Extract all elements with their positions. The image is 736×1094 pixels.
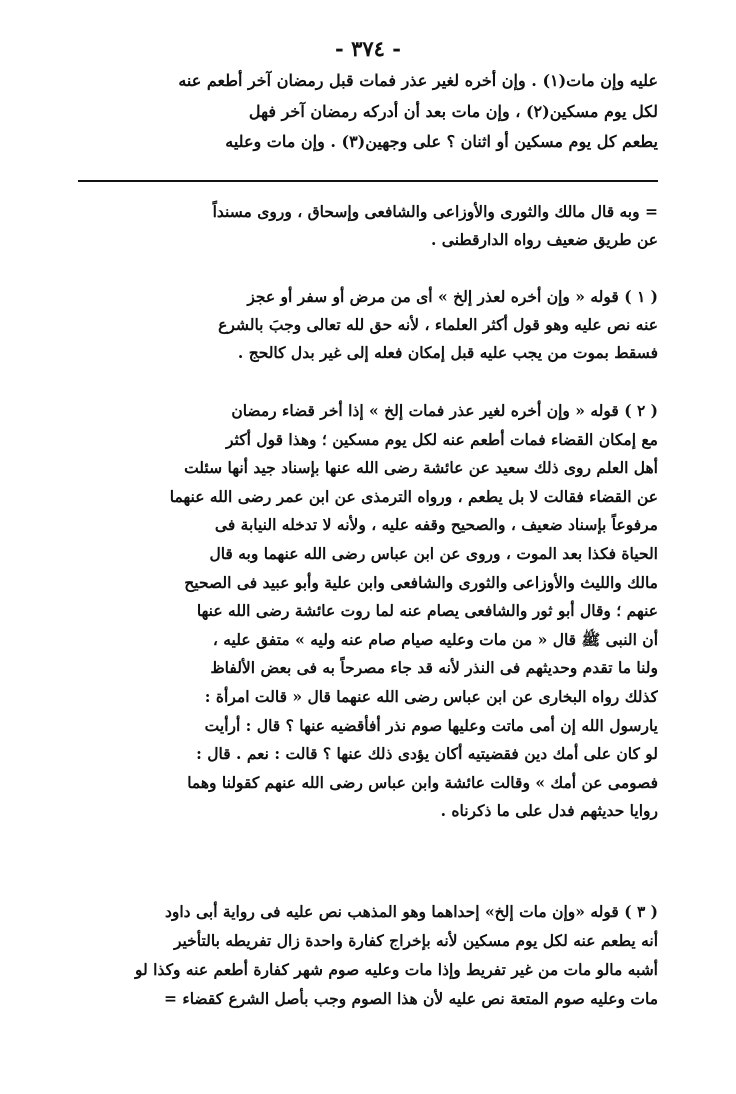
footnote-line: لو كان على أمك دين فقضيتيه أكان يؤدى ذلك عنها ؟ قالت : نعم . قال : [196, 744, 658, 764]
footnote-line: كذلك رواه البخارى عن ابن عباس رضى الله عنهما قال « قالت امرأة : [204, 686, 658, 706]
main-text-line: يطعم كل يوم مسكين أو اثنان ؟ على وجهين(٣) . وإن مات وعليه [225, 132, 658, 151]
footnote-line: عنه نص عليه وهو قول أكثر العلماء ، لأنه حق لله تعالى وجبَ بالشرع [218, 315, 658, 334]
footnote-line: أن النبى ﷺ قال « من مات وعليه صيام صام عنه وليه » متفق عليه ، [212, 629, 658, 649]
footnote-line: ولنا ما تقدم وحديثهم فى النذر لأنه قد جاء مصرحاً به فى بعض الألفاظ [210, 658, 658, 678]
footnote-line: أنه يطعم عنه لكل يوم مسكين لأنه بإخراج كفارة واحدة زال تفريطه بالتأخير [173, 931, 658, 950]
main-text-line: عليه وإن مات(١) . وإن أخره لغير عذر فمات قبل رمضان آخر أطعم عنه [178, 71, 658, 90]
footnote-line: مالك والليث والأوزاعى والثورى والشافعى وابن علية وأبو عبيد فى الصحيح [184, 572, 658, 592]
page-number: - ٣٧٤ - [335, 36, 401, 61]
footnote-line: ( ١ ) قوله « وإن أخره لعذر إلخ » أى من مرض أو سفر أو عجز [247, 287, 658, 306]
footnote-line: = وبه قال مالك والثورى والأوزاعى والشافعى وإسحاق ، وروى مسنداً [212, 202, 658, 221]
footnote-line: أشبه مالو مات من غير تفريط وإذا مات وعليه صوم شهر كفارة أطعم عنه وكذا لو [135, 960, 658, 979]
footnote-line: أهل العلم روى ذلك سعيد عن عائشة رضى الله عنها بإسناد جيد أنها سئلت [184, 458, 658, 478]
footnote-line: عن القضاء فقالت لا بل يطعم ، ورواه الترمذى عن ابن عمر رضى الله عنهما [169, 486, 658, 506]
footnote-line: يارسول الله إن أمى ماتت وعليها صوم نذر أفأقضيه عنها ؟ قال : أرأيت [204, 715, 658, 735]
footnote-line: ( ٣ ) قوله «وإن مات إلخ» إحداهما وهو المذهب نص عليه فى رواية أبى داود [164, 902, 658, 921]
main-text [78, 66, 658, 158]
footnote-line: فصومى عن أمك » وقالت عائشة وابن عباس رضى الله عنهم كقولنا وهما [187, 772, 658, 792]
footnote-line: عن طريق ضعيف رواه الدارقطنى . [431, 230, 658, 249]
footnote-2 [78, 397, 658, 826]
footnote-1 [78, 283, 658, 367]
footnote-divider [78, 180, 658, 182]
footnote-line: ( ٢ ) قوله « وإن أخره لغير عذر فمات إلخ » إذا أخر قضاء رمضان [231, 401, 658, 420]
footnote-line: فسقط بموت من يجب عليه قبل إمكان فعله إلى غير بدل كالحج . [237, 343, 658, 362]
footnote-line: روايا حديثهم فدل على ما ذكرناه . [440, 801, 658, 821]
main-text-line: لكل يوم مسكين(٢) ، وإن مات بعد أن أدركه رمضان آخر فهل [248, 101, 658, 121]
footnote-3 [78, 897, 658, 1013]
footnote-line: الحياة فكذا بعد الموت ، وروى عن ابن عباس رضى الله عنهما وبه قال [209, 543, 658, 563]
footnote-line: مرفوعاً بإسناد ضعيف ، والصحيح وقفه عليه ، ولأنه لا تدخله النيابة فى [214, 515, 658, 535]
footnote-continuation [78, 198, 658, 254]
footnote-line: مات وعليه صوم المتعة نص عليه لأن هذا الصوم وجب بأصل الشرع كقضاء = [164, 989, 658, 1008]
footnote-line: عنهم ؛ وقال أبو ثور والشافعى يصام عنه لما روت عائشة رضى الله عنها [196, 601, 658, 621]
footnote-line: مع إمكان القضاء فمات أطعم عنه لكل يوم مسكين ؛ وهذا قول أكثر [226, 429, 658, 449]
